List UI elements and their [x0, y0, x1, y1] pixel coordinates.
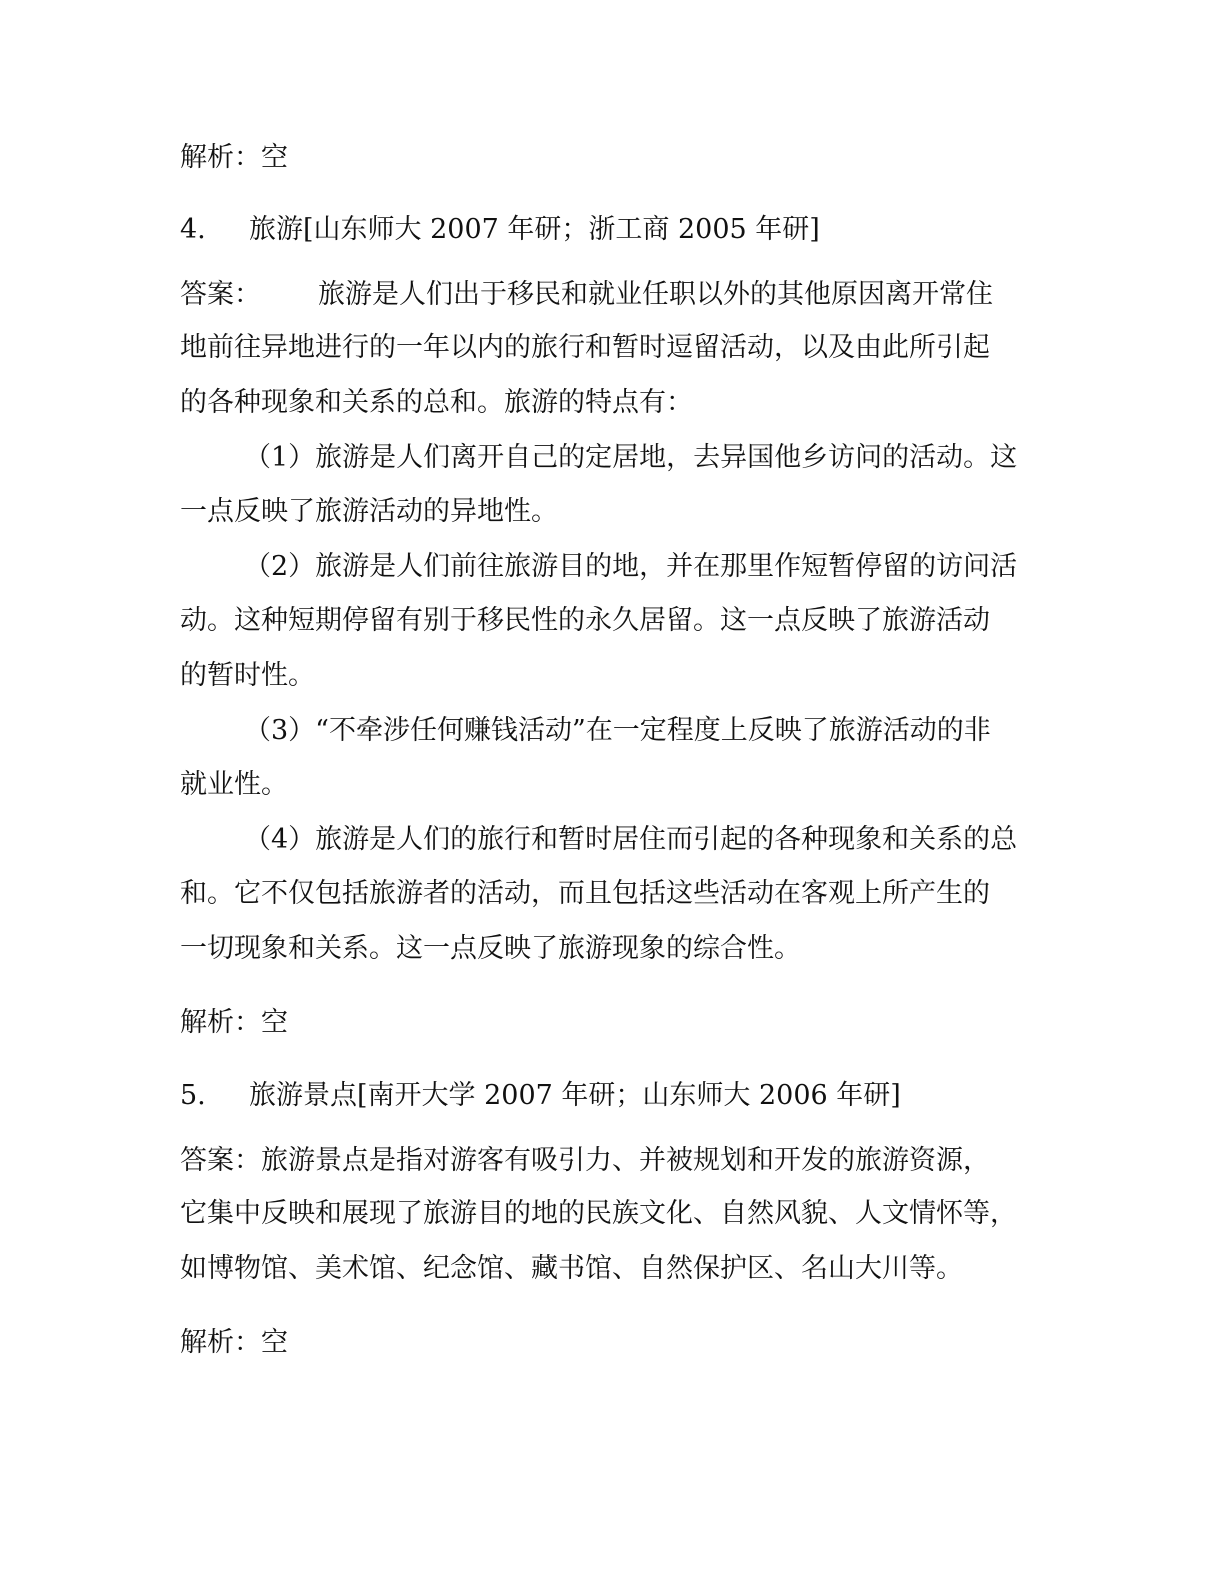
answer-line-5-3: 如博物馆、美术馆、纪念馆、藏书馆、自然保护区、名山大川等。	[180, 1253, 963, 1284]
point-4-4-line-3: 一切现象和关系。这一点反映了旅游现象的综合性。	[180, 933, 801, 964]
answer-line-5-1: 答案：旅游景点是指对游客有吸引力、并被规划和开发的旅游资源，	[180, 1145, 990, 1176]
point-4-3-line-1: （3）“不牵涉任何赚钱活动”在一定程度上反映了旅游活动的非	[244, 715, 991, 746]
point-4-2-line-3: 的暂时性。	[180, 660, 315, 691]
question-term-5: 旅游景点[南开大学 2007 年研；山东师大 2006 年研]	[249, 1080, 901, 1111]
answer-line-5-2: 它集中反映和展现了旅游目的地的民族文化、自然风貌、人文情怀等，	[180, 1198, 1017, 1229]
question-number-5: 5.	[180, 1080, 206, 1111]
question-term-4: 旅游[山东师大 2007 年研；浙工商 2005 年研]	[249, 214, 820, 245]
point-4-4-line-2: 和。它不仅包括旅游者的活动，而且包括这些活动在客观上所产生的	[180, 878, 990, 909]
answer-label-4: 答案：	[180, 279, 261, 310]
point-4-2-line-2: 动。这种短期停留有别于移民性的永久居留。这一点反映了旅游活动	[180, 605, 990, 636]
point-4-1-line-1: （1）旅游是人们离开自己的定居地，去异国他乡访问的活动。这	[244, 442, 1018, 473]
answer-line-4-1: 旅游是人们出于移民和就业任职以外的其他原因离开常住	[318, 279, 993, 310]
analysis-text-4: 解析：空	[180, 1007, 288, 1038]
analysis-text-3: 解析：空	[180, 142, 288, 173]
point-4-2-line-1: （2）旅游是人们前往旅游目的地，并在那里作短暂停留的访问活	[244, 551, 1018, 582]
point-4-1-line-2: 一点反映了旅游活动的异地性。	[180, 496, 558, 527]
answer-line-4-3: 的各种现象和关系的总和。旅游的特点有：	[180, 387, 693, 418]
answer-line-4-2: 地前往异地进行的一年以内的旅行和暂时逗留活动，以及由此所引起	[180, 332, 990, 363]
point-4-3-line-2: 就业性。	[180, 769, 288, 800]
question-number-4: 4.	[180, 214, 206, 245]
point-4-4-line-1: （4）旅游是人们的旅行和暂时居住而引起的各种现象和关系的总	[244, 824, 1018, 855]
analysis-text-5: 解析：空	[180, 1327, 288, 1358]
